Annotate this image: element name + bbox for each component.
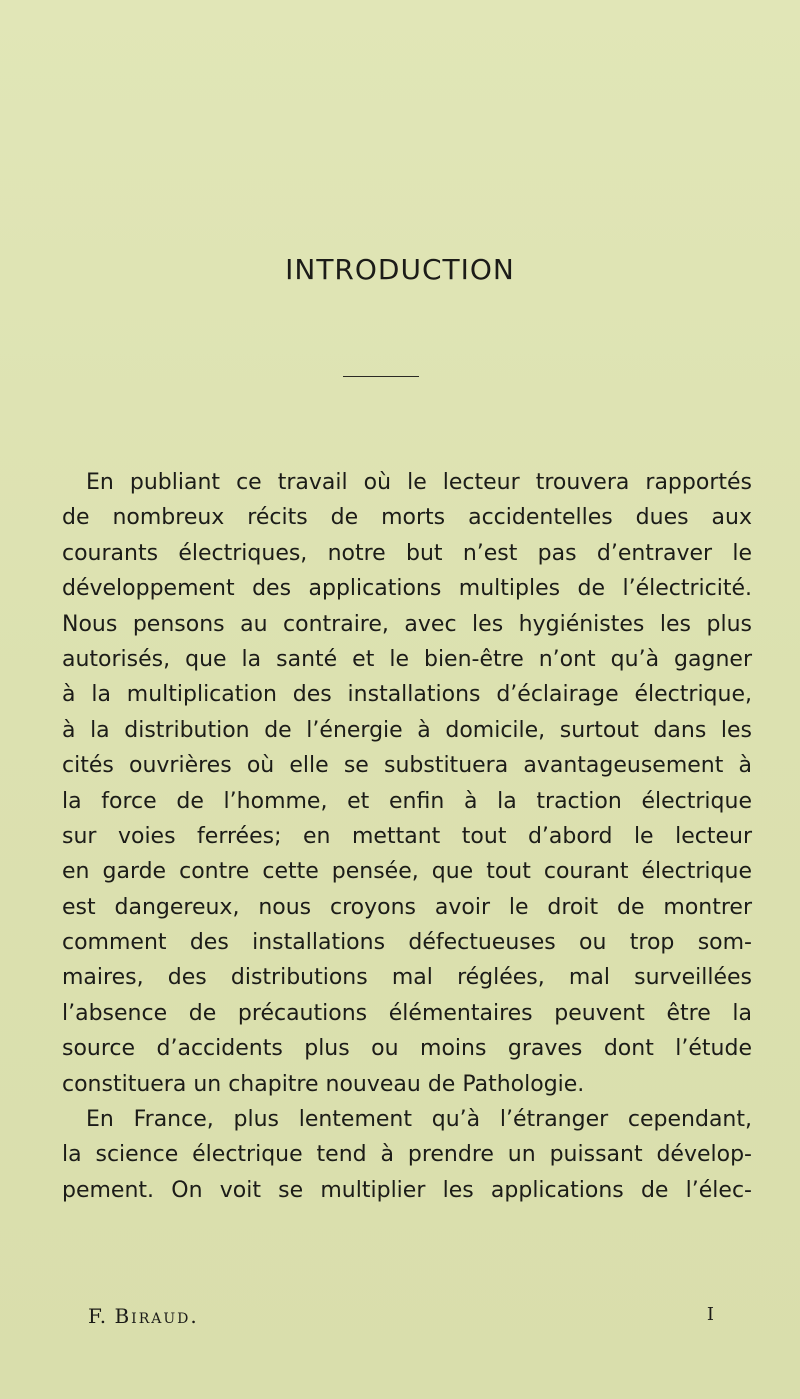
signature-initial: F.: [88, 1304, 108, 1328]
text-line: à la distribution de l’énergie à domicile, surtout dans les: [62, 717, 752, 743]
text-line: est dangereux, nous croyons avoir le droit de montrer: [62, 894, 752, 920]
title-divider: [343, 376, 419, 377]
text-line: comment des installations défectueuses ou trop som-: [62, 930, 752, 956]
body-text: [62, 465, 752, 1208]
signature-name: Biraud.: [114, 1304, 199, 1328]
text-line: la science électrique tend à prendre un puissant dévelop-: [62, 1142, 752, 1168]
text-line: Nous pensons au contraire, avec les hygiénistes les plus: [62, 611, 752, 637]
text-line: en garde contre cette pensée, que tout courant électrique: [62, 859, 752, 885]
text-line: maires, des distributions mal réglées, mal surveillées: [62, 965, 752, 991]
text-line: pement. On voit se multiplier les applications de l’élec-: [62, 1177, 752, 1203]
text-line: autorisés, que la santé et le bien-être n’ont qu’à gagner: [62, 646, 752, 672]
text-line: courants électriques, notre but n’est pas d’entraver le: [62, 540, 752, 566]
text-line: de nombreux récits de morts accidentelles dues aux: [62, 505, 752, 531]
sheet-number: I: [706, 1304, 714, 1325]
text-line: sur voies ferrées; en mettant tout d’abord le lecteur: [62, 823, 752, 849]
page-title: INTRODUCTION: [285, 253, 515, 286]
text-line: source d’accidents plus ou moins graves dont l’étude: [62, 1036, 752, 1062]
text-line: constituera un chapitre nouveau de Pathologie.: [62, 1071, 585, 1097]
text-line: la force de l’homme, et enfin à la traction électrique: [62, 788, 752, 814]
text-line: En France, plus lentement qu’à l’étranger cependant,: [86, 1107, 752, 1133]
text-line: développement des applications multiples de l’électricité.: [62, 576, 752, 602]
text-line: cités ouvrières où elle se substituera avantageusement à: [62, 753, 752, 779]
text-line: l’absence de précautions élémentaires peuvent être la: [62, 1000, 752, 1026]
text-line: En publiant ce travail où le lecteur trouvera rapportés: [86, 470, 752, 495]
text-line: à la multiplication des installations d’éclairage électrique,: [62, 682, 752, 708]
signature: [88, 1304, 199, 1328]
